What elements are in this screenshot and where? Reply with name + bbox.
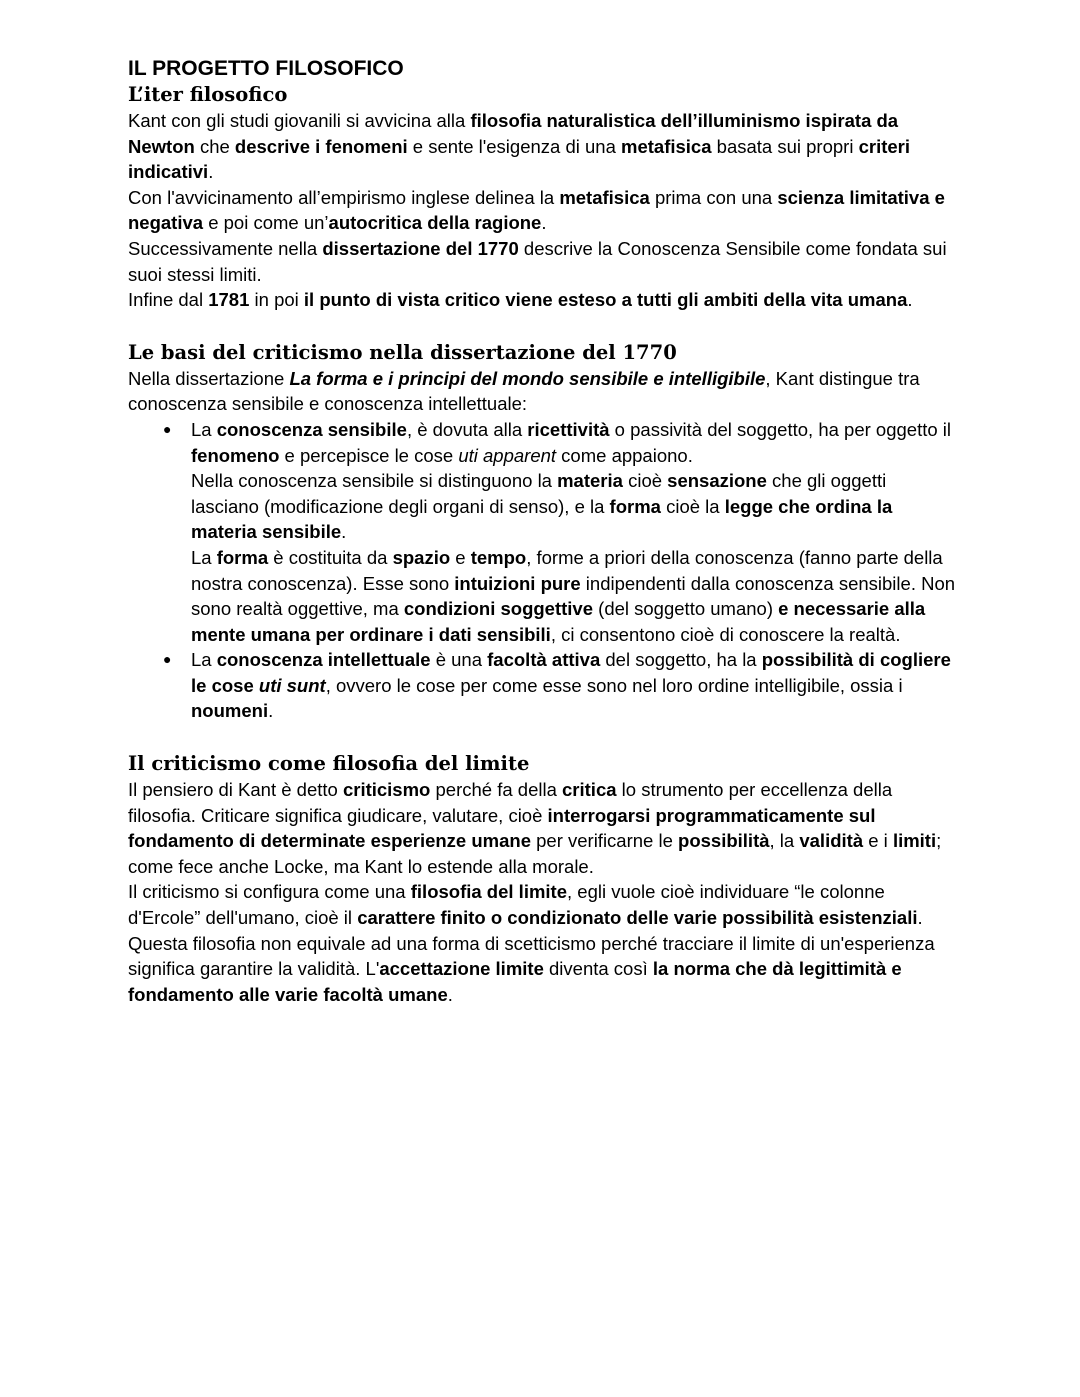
paragraph: Kant con gli studi giovanili si avvicina alla filosofia naturalistica dell’illuminismo ispirata da Newton che descrive i fenomeni e sente l'esigenza di una metafisica basata sui propri criteri indicativi. — [128, 110, 910, 183]
paragraph: Il pensiero di Kant è detto criticismo perché fa della critica lo strumento per eccellenza della filosofia. Criticare significa giudicare, valutare, cioè interrogarsi programmaticamente sul fondamento di determinate esperienze umane per verificarne le possibilità, la validità e i limiti; come fece anche Locke, ma Kant lo estende alla morale. — [128, 779, 942, 877]
document-page — [128, 56, 958, 1007]
document-title: IL PROGETTO FILOSOFICO — [128, 57, 404, 80]
bullet-list — [128, 417, 958, 724]
section-heading-basi: Le basi del criticismo nella dissertazione del 1770 — [128, 340, 677, 364]
paragraph: Nella dissertazione La forma e i principi del mondo sensibile e intelligibile, Kant distingue tra conoscenza sensibile e conoscenza intellettuale: — [128, 367, 920, 415]
paragraph: Infine dal 1781 in poi il punto di vista critico viene esteso a tutti gli ambiti della vita umana. — [128, 289, 913, 311]
paragraph: Questa filosofia non equivale ad una forma di scetticismo perché tracciare il limite di un'esperienza significa garantire la validità. L'accettazione limite diventa così la norma che dà legittimità e fondamento alle varie facoltà umane. — [128, 932, 935, 1005]
section-heading-limite: Il criticismo come filosofia del limite — [128, 752, 530, 776]
paragraph: Successivamente nella dissertazione del 1770 descrive la Conoscenza Sensibile come fondata sui suoi stessi limiti. — [128, 237, 947, 285]
list-item: ● La conoscenza intellettuale è una facoltà attiva del soggetto, ha la possibilità di cogliere le cose uti sunt, ovvero le cose per come esse sono nel loro ordine intelligibile, ossia i noumeni. — [191, 647, 958, 724]
paragraph: Il criticismo si configura come una filosofia del limite, egli vuole cioè individuare “le colonne d'Ercole” dell'umano, cioè il carattere finito o condizionato delle varie possibilità esistenziali. — [128, 881, 923, 929]
paragraph: Con l'avvicinamento all’empirismo inglese delinea la metafisica prima con una scienza limitativa e negativa e poi come un’autocritica della ragione. — [128, 186, 945, 234]
list-item: ● La conoscenza sensibile, è dovuta alla ricettività o passività del soggetto, ha per oggetto il fenomeno e percepisce le cose uti apparent come appaiono. Nella conoscenza sensibile si distinguono la materia cioè sensazione che gli oggetti lasciano (modificazione degli organi di senso), e la forma cioè la legge che ordina la materia sensibile. La forma è costituita da spazio e tempo, forme a priori della conoscenza (fanno parte della nostra conoscenza). Esse sono intuizioni pure indipendenti dalla conoscenza sensibile. Non sono realtà oggettive, ma condizioni soggettive (del soggetto umano) e necessarie alla mente umana per ordinare i dati sensibili, ci consentono cioè di conoscere la realtà. — [191, 417, 958, 647]
section-heading-iter: L’iter filosofico — [128, 83, 288, 106]
